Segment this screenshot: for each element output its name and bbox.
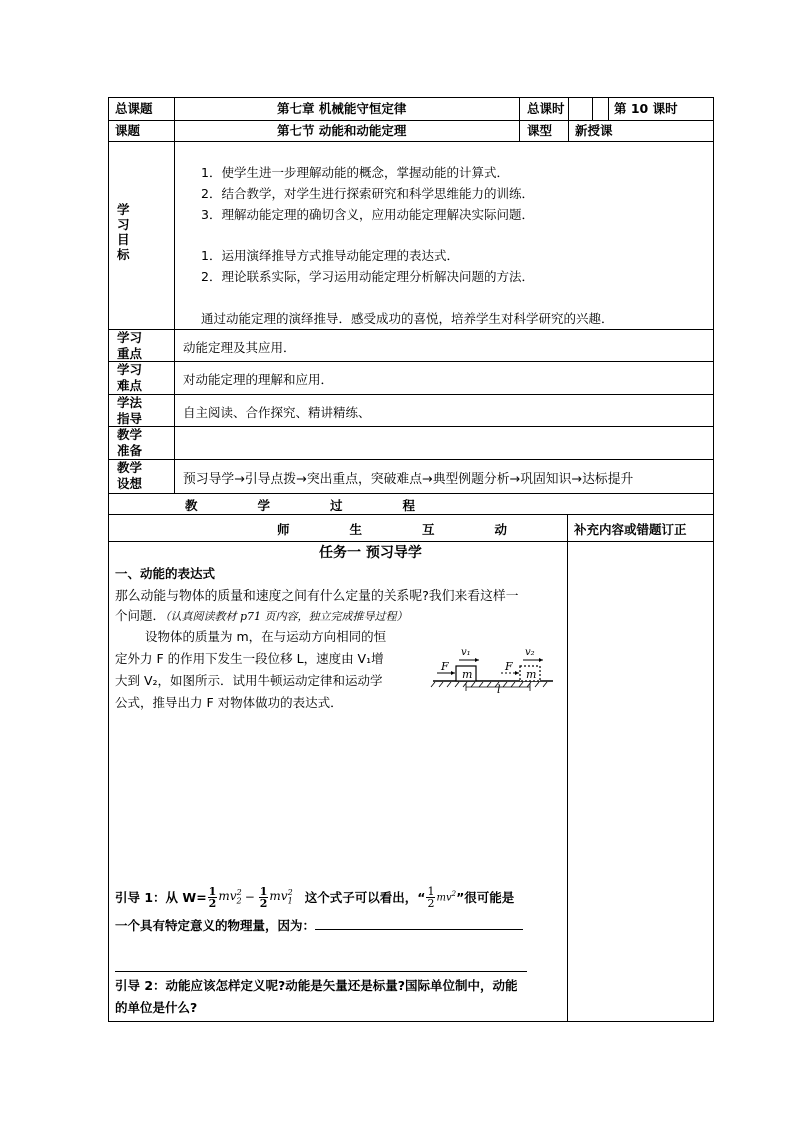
objective-item: 2．结合教学，对学生进行探索研究和科学思维能力的训练． xyxy=(201,186,534,201)
problem-line: 设物体的质量为 m，在与运动方向相同的恒 xyxy=(145,629,387,644)
svg-text:m: m xyxy=(462,668,473,681)
objective-item: 2．理论联系实际，学习运用动能定理分析解决问题的方法． xyxy=(201,269,534,284)
total-hours-label: 总课时 xyxy=(527,101,565,116)
objective-item: 3．理解动能定理的确切含义，应用动能定理解决实际问题． xyxy=(201,207,534,222)
task-title: 任务一 预习导学 xyxy=(319,545,422,561)
difficulties-label: 学习 难点 xyxy=(117,362,143,393)
key-points-label: 学习 重点 xyxy=(117,330,143,361)
topic-label: 课题 xyxy=(115,123,141,138)
chapter-title: 第七章 机械能守恒定律 xyxy=(277,101,407,116)
svg-text:l: l xyxy=(497,683,501,694)
section-heading: 一、动能的表达式 xyxy=(115,566,216,581)
objectives-label: 学习目标 xyxy=(117,202,130,262)
objective-item: 1．使学生进一步理解动能的概念，掌握动能的计算式． xyxy=(201,165,509,180)
method-label: 学法 指导 xyxy=(117,395,143,426)
problem-line: 定外力 F 的作用下发生一段位移 L，速度由 V₁增 xyxy=(115,651,384,666)
interaction-header: 师生互动 xyxy=(277,522,568,537)
total-topic-label: 总课题 xyxy=(115,101,153,116)
svg-text:v₁: v₁ xyxy=(461,647,471,658)
reading-note: （认真阅读教材 p71 页内容，独立完成推导过程） xyxy=(165,610,408,623)
lesson-plan-table xyxy=(108,97,714,1022)
guide-2: 引导 2：动能应该怎样定义呢?动能是矢量还是标量?国际单位制中，动能 xyxy=(115,978,518,993)
intro-paragraph-end: 个问题．（认真阅读教材 p71 页内容，独立完成推导过程） xyxy=(115,608,408,623)
process-title: 教学过程 xyxy=(185,498,476,513)
guide-1-continued: 一个具有特定意义的物理量，因为： xyxy=(115,916,523,934)
lesson-type: 新授课 xyxy=(575,123,613,138)
intro-paragraph: 那么动能与物体的质量和速度之间有什么定量的关系呢?我们来看这样一 xyxy=(115,589,519,604)
lesson-number: 第 10 课时 xyxy=(614,101,678,116)
method: 自主阅读、合作探究、精讲精练、 xyxy=(183,405,371,420)
answer-line xyxy=(115,971,527,972)
block-motion-figure xyxy=(429,636,557,694)
design-label: 教学 设想 xyxy=(117,460,143,491)
problem-line: 大到 V₂，如图所示．试用牛顿运动定律和运动学 xyxy=(115,673,383,688)
design: 预习导学→引导点拨→突出重点，突破难点→典型例题分析→巩固知识→达标提升 xyxy=(183,472,634,487)
section-title: 第七节 动能和动能定理 xyxy=(277,123,407,138)
preparation-label: 教学 准备 xyxy=(117,427,143,458)
problem-line: 公式，推导出力 F 对物体做功的表达式． xyxy=(115,695,343,710)
svg-text:F: F xyxy=(505,660,513,673)
guide-2-continued: 的单位是什么? xyxy=(115,1000,198,1015)
guide-1: 引导 1：从 W= $\frac{1}{2}$ $mv_2^2$ − $\frac{1}{2}$ $mv_1^2$ 这个式子可以看出，“ $\frac{1}{2}$ $mv^2$ ”很可能是 xyxy=(115,884,515,910)
key-points: 动能定理及其应用． xyxy=(183,340,296,355)
svg-text:m: m xyxy=(526,668,537,681)
svg-text:v₂: v₂ xyxy=(525,647,535,658)
objective-item: 通过动能定理的演绎推导．感受成功的喜悦，培养学生对科学研究的兴趣． xyxy=(201,311,614,326)
difficulties: 对动能定理的理解和应用． xyxy=(183,372,334,387)
supplement-header: 补充内容或错题订正 xyxy=(574,522,687,537)
svg-text:F: F xyxy=(441,660,449,673)
lesson-type-label: 课型 xyxy=(527,123,553,138)
objective-item: 1．运用演绎推导方式推导动能定理的表达式． xyxy=(201,248,459,263)
